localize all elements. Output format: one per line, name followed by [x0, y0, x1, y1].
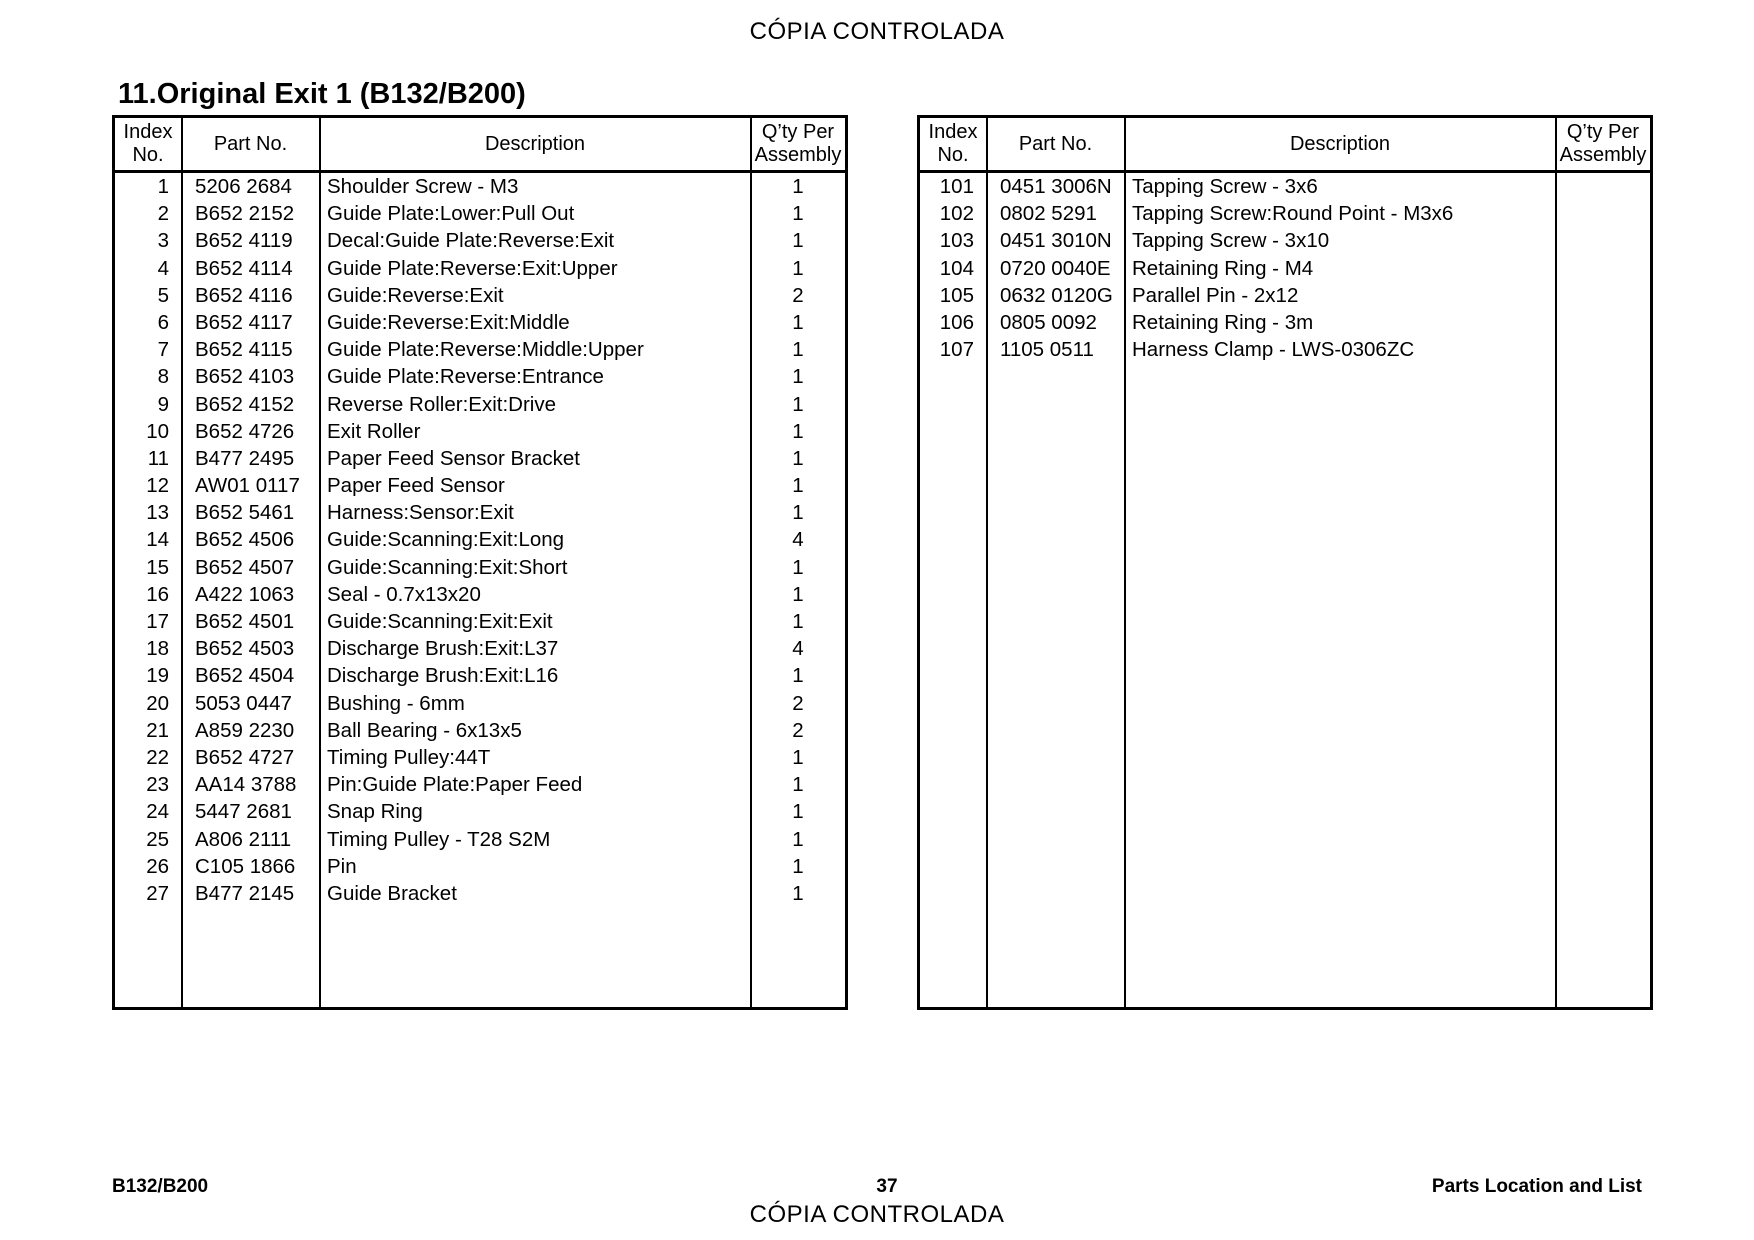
cell-description: Bushing - 6mm	[327, 691, 465, 715]
footer-page-number: 37	[876, 1176, 898, 1197]
cell-part-no: 5447 2681	[195, 800, 292, 824]
cell-description: Ball Bearing - 6x13x5	[327, 718, 522, 742]
cell-description: Guide:Reverse:Exit:Middle	[327, 310, 570, 334]
header-description: Description	[484, 132, 586, 155]
cell-index: 22	[146, 745, 169, 769]
cell-qty: 1	[792, 446, 804, 470]
cell-qty	[1556, 336, 1650, 363]
cell-description: Guide:Scanning:Exit:Long	[327, 528, 565, 552]
header-qty-line2: Assembly	[1559, 144, 1647, 166]
cell-part-no: B652 4726	[195, 419, 295, 443]
header-qty-line1: Q’ty Per	[1566, 121, 1640, 143]
table-row	[115, 200, 845, 227]
table-row	[115, 581, 845, 608]
watermark-bottom: CÓPIA CONTROLADA	[749, 1201, 1005, 1228]
cell-qty: 1	[792, 419, 804, 443]
cell-index: 102	[939, 202, 974, 226]
table-row	[115, 826, 845, 853]
cell-qty: 1	[792, 745, 804, 769]
table-row	[115, 173, 845, 200]
cell-qty: 1	[792, 229, 804, 253]
cell-part-no: B652 4115	[195, 338, 293, 362]
cell-qty: 1	[792, 256, 804, 280]
cell-index: 12	[146, 474, 169, 498]
header-part-no: Part No.	[213, 132, 288, 155]
cell-qty	[1556, 282, 1650, 309]
cell-qty: 1	[792, 800, 804, 824]
cell-qty	[1556, 200, 1650, 227]
cell-qty: 1	[792, 664, 804, 688]
cell-description: Guide Plate:Reverse:Exit:Upper	[327, 256, 618, 280]
cell-description: Tapping Screw - 3x10	[1132, 229, 1330, 253]
cell-qty	[1556, 255, 1650, 282]
cell-description: Harness:Sensor:Exit	[327, 501, 514, 525]
cell-index: 107	[939, 338, 974, 362]
table-row	[115, 472, 845, 499]
cell-description: Discharge Brush:Exit:L37	[327, 637, 559, 661]
table-row	[920, 200, 1650, 227]
table-row	[115, 717, 845, 744]
cell-description: Tapping Screw - 3x6	[1132, 175, 1318, 198]
cell-description: Guide Plate:Lower:Pull Out	[327, 202, 575, 226]
cell-qty: 1	[792, 773, 804, 797]
cell-qty: 1	[792, 854, 804, 878]
cell-part-no: B652 4116	[195, 283, 293, 307]
header-qty	[1556, 118, 1650, 170]
header-index-line1: Index	[123, 121, 173, 143]
footer-model: B132/B200	[112, 1176, 209, 1197]
cell-index: 5	[157, 283, 169, 307]
cell-index: 7	[157, 338, 169, 362]
table-row	[115, 798, 845, 825]
cell-qty: 2	[792, 718, 804, 742]
cell-index: 27	[146, 881, 169, 905]
cell-description: Decal:Guide Plate:Reverse:Exit	[327, 229, 615, 253]
cell-qty: 1	[792, 202, 804, 226]
cell-part-no: C105 1866	[195, 854, 296, 878]
cell-description: Snap Ring	[327, 800, 423, 824]
cell-description: Paper Feed Sensor	[327, 474, 505, 498]
cell-qty: 1	[792, 827, 804, 851]
cell-index: 25	[146, 827, 169, 851]
cell-qty: 1	[792, 338, 804, 362]
cell-qty: 1	[792, 501, 804, 525]
cell-part-no: 0632 0120G	[1000, 283, 1113, 307]
cell-index: 105	[939, 283, 974, 307]
cell-part-no: A422 1063	[195, 582, 295, 606]
table-row	[115, 526, 845, 553]
cell-part-no: B652 4507	[195, 555, 295, 579]
cell-description: Pin	[327, 854, 357, 878]
cell-index: 26	[146, 854, 169, 878]
table-row	[115, 363, 845, 390]
cell-part-no: B652 4152	[195, 392, 295, 416]
table-row	[920, 309, 1650, 336]
cell-description: Guide:Scanning:Exit:Short	[327, 555, 568, 579]
header-index-line1: Index	[928, 121, 978, 143]
header-part-no: Part No.	[1018, 132, 1093, 155]
cell-index: 4	[157, 256, 169, 280]
cell-part-no: B652 5461	[195, 501, 295, 525]
cell-qty: 2	[792, 283, 804, 307]
cell-part-no: B652 4117	[195, 310, 293, 334]
cell-qty: 1	[792, 365, 804, 389]
cell-part-no: B652 4103	[195, 365, 295, 389]
cell-part-no: 5206 2684	[195, 175, 292, 198]
cell-part-no: B652 4503	[195, 637, 295, 661]
cell-qty: 1	[792, 392, 804, 416]
table-row	[115, 445, 845, 472]
cell-part-no: B652 4501	[195, 610, 295, 633]
cell-description: Retaining Ring - M4	[1132, 256, 1314, 280]
header-index-line2: No.	[937, 144, 969, 166]
cell-qty: 1	[792, 881, 804, 905]
cell-index: 8	[157, 365, 169, 389]
table-row	[115, 554, 845, 581]
table-row	[115, 690, 845, 717]
cell-qty: 1	[792, 175, 804, 198]
cell-qty	[1556, 227, 1650, 254]
cell-description: Timing Pulley:44T	[327, 745, 491, 769]
cell-part-no: B652 4727	[195, 745, 295, 769]
cell-index: 19	[146, 664, 169, 688]
cell-index: 10	[146, 419, 169, 443]
footer-section: Parts Location and List	[1431, 1176, 1642, 1197]
table-row	[115, 608, 845, 635]
cell-qty	[1556, 173, 1650, 200]
cell-index: 16	[146, 582, 169, 606]
cell-part-no: 0802 5291	[1000, 202, 1097, 226]
parts-table-left	[112, 115, 848, 1010]
page-title: 11.Original Exit 1 (B132/B200)	[118, 78, 526, 110]
watermark-top: CÓPIA CONTROLADA	[749, 18, 1005, 45]
cell-qty: 1	[792, 474, 804, 498]
cell-qty: 4	[792, 637, 804, 661]
cell-part-no: B652 4119	[195, 229, 293, 253]
table-row	[115, 635, 845, 662]
table-row	[115, 744, 845, 771]
table-row	[115, 282, 845, 309]
cell-description: Timing Pulley - T28 S2M	[327, 827, 551, 851]
cell-part-no: 0451 3010N	[1000, 229, 1112, 253]
cell-part-no: B652 4114	[195, 256, 293, 280]
cell-index: 21	[146, 718, 169, 742]
header-index	[115, 118, 181, 170]
table-row	[115, 227, 845, 254]
table-row	[115, 662, 845, 689]
table-row	[920, 227, 1650, 254]
cell-description: Discharge Brush:Exit:L16	[327, 664, 559, 688]
cell-index: 23	[146, 773, 169, 797]
header-qty-line2: Assembly	[754, 144, 842, 166]
cell-part-no: 5053 0447	[195, 691, 292, 715]
cell-part-no: AA14 3788	[195, 773, 297, 797]
table-row	[115, 255, 845, 282]
table-row	[115, 499, 845, 526]
cell-index: 6	[157, 310, 169, 334]
cell-part-no: B477 2145	[195, 881, 295, 905]
cell-index: 20	[146, 691, 169, 715]
cell-qty: 2	[792, 691, 804, 715]
cell-index: 103	[939, 229, 974, 253]
cell-qty: 4	[792, 528, 804, 552]
parts-list-left	[115, 173, 845, 907]
table-row	[920, 336, 1650, 363]
cell-index: 9	[157, 392, 169, 416]
cell-part-no: A859 2230	[195, 718, 295, 742]
cell-index: 13	[146, 501, 169, 525]
table-row	[115, 418, 845, 445]
cell-description: Guide Bracket	[327, 881, 457, 905]
cell-index: 3	[157, 229, 169, 253]
table-row	[920, 282, 1650, 309]
table-row	[115, 309, 845, 336]
cell-part-no: 0451 3006N	[1000, 175, 1112, 198]
cell-description: Reverse Roller:Exit:Drive	[327, 392, 556, 416]
cell-part-no: 0805 0092	[1000, 310, 1097, 334]
cell-part-no: B477 2495	[195, 446, 295, 470]
cell-description: Exit Roller	[327, 419, 421, 443]
cell-index: 101	[939, 175, 974, 198]
cell-part-no: 1105 0511	[1000, 338, 1094, 362]
cell-index: 15	[146, 555, 169, 579]
cell-part-no: A806 2111	[195, 827, 292, 851]
cell-description: Paper Feed Sensor Bracket	[327, 446, 580, 470]
cell-qty: 1	[792, 582, 804, 606]
cell-part-no: B652 4504	[195, 664, 295, 688]
header-qty-line1: Q’ty Per	[761, 121, 835, 143]
cell-description: Guide Plate:Reverse:Middle:Upper	[327, 338, 644, 362]
table-row	[115, 880, 845, 907]
cell-index: 106	[939, 310, 974, 334]
header-description: Description	[1289, 132, 1391, 155]
cell-description: Shoulder Screw - M3	[327, 175, 519, 198]
cell-description: Retaining Ring - 3m	[1132, 310, 1314, 334]
cell-description: Guide:Reverse:Exit	[327, 283, 504, 307]
cell-index: 14	[146, 528, 169, 552]
table-row	[115, 391, 845, 418]
cell-description: Pin:Guide Plate:Paper Feed	[327, 773, 583, 797]
cell-description: Guide Plate:Reverse:Entrance	[327, 365, 604, 389]
table-row	[920, 173, 1650, 200]
header-index	[920, 118, 986, 170]
cell-index: 104	[939, 256, 974, 280]
table-row	[115, 853, 845, 880]
cell-index: 2	[157, 202, 169, 226]
parts-list-right	[920, 173, 1650, 363]
cell-description: Parallel Pin - 2x12	[1132, 283, 1299, 307]
cell-qty: 1	[792, 610, 804, 633]
cell-index: 1	[157, 175, 169, 198]
parts-table-right	[917, 115, 1653, 1010]
table-row	[115, 336, 845, 363]
cell-index: 24	[146, 800, 169, 824]
header-qty	[751, 118, 845, 170]
cell-part-no: B652 2152	[195, 202, 295, 226]
cell-index: 11	[147, 446, 169, 470]
cell-index: 18	[146, 637, 169, 661]
cell-description: Harness Clamp - LWS-0306ZC	[1132, 338, 1415, 362]
cell-qty	[1556, 309, 1650, 336]
cell-description: Guide:Scanning:Exit:Exit	[327, 610, 553, 633]
cell-part-no: AW01 0117	[195, 474, 300, 498]
cell-part-no: 0720 0040E	[1000, 256, 1111, 280]
cell-index: 17	[146, 610, 169, 633]
cell-description: Seal - 0.7x13x20	[327, 582, 481, 606]
header-index-line2: No.	[132, 144, 164, 166]
cell-part-no: B652 4506	[195, 528, 295, 552]
table-row	[115, 771, 845, 798]
cell-qty: 1	[792, 555, 804, 579]
cell-description: Tapping Screw:Round Point - M3x6	[1132, 202, 1454, 226]
cell-qty: 1	[792, 310, 804, 334]
table-row	[920, 255, 1650, 282]
